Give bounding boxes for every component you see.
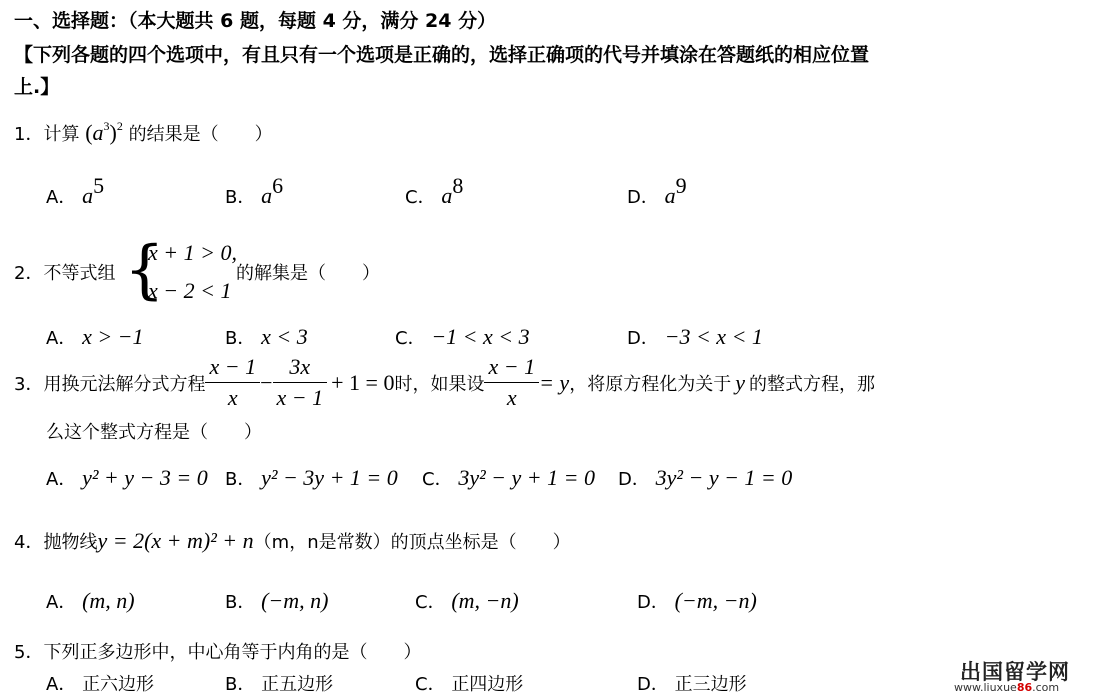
q1-option-a: A． $a^5$ bbox=[46, 173, 105, 208]
q2-lead: 2．不等式组 bbox=[14, 263, 116, 284]
q1-option-b: B． $a^6$ bbox=[225, 173, 284, 208]
q4-expression: y = 2(x + m)² + n bbox=[97, 528, 254, 553]
question-3: 3． 用换元法解分式方程 $\frac{x - 1}{x}$ − $\frac{3x}{x - 1}$ + 1 = 0 时，如果设 $\frac{x - 1}{x}$ = y ，将原方程化为关于 y 的整式方程，那 bbox=[14, 352, 875, 413]
q2-option-c: C． −1 < x < 3 bbox=[395, 324, 530, 349]
q3-option-d: D． 3y² − y − 1 = 0 bbox=[618, 465, 793, 490]
q3-fraction-1: $\frac{x - 1}{x}$ bbox=[205, 352, 260, 413]
q3-option-c: C． 3y² − y + 1 = 0 bbox=[422, 465, 595, 490]
q5-option-a: A． 正六边形 bbox=[46, 674, 155, 695]
q5-option-b: B． 正五边形 bbox=[225, 674, 334, 695]
q5-option-c: C． 正四边形 bbox=[415, 674, 524, 695]
watermark-url: www.liuxue86.com bbox=[954, 681, 1060, 694]
q3-fraction-3: $\frac{x - 1}{x}$ bbox=[484, 352, 539, 413]
q2-option-b: B． x < 3 bbox=[225, 324, 308, 349]
q1-suffix: 的结果是（ ） bbox=[128, 124, 273, 145]
q4-option-b: B． (−m, n) bbox=[225, 588, 329, 613]
q2-line-1: x + 1 > 0, bbox=[148, 240, 237, 265]
q3-option-a: A． y² + y − 3 = 0 bbox=[46, 465, 208, 490]
q2-brace: { bbox=[124, 233, 165, 307]
q1-prefix: 计算 bbox=[43, 124, 80, 145]
q4-option-c: C． (m, −n) bbox=[415, 588, 519, 613]
question-4: 4．抛物线y = 2(x + m)² + n（m，n是常数）的顶点坐标是（ ） bbox=[14, 528, 571, 553]
q3-line-2: 么这个整式方程是（ ） bbox=[46, 422, 262, 443]
q1-option-c: C． $a^8$ bbox=[405, 173, 464, 208]
q2-suffix: 的解集是（ ） bbox=[236, 263, 380, 284]
q4-option-a: A． (m, n) bbox=[46, 588, 135, 613]
section-heading: 一、选择题：（本大题共 6 题，每题 4 分，满分 24 分） bbox=[14, 10, 497, 32]
question-1 bbox=[14, 120, 273, 146]
q2-line-2: x − 2 < 1 bbox=[148, 278, 232, 303]
q2-option-d: D． −3 < x < 1 bbox=[627, 324, 763, 349]
instruction-line-2: 上.】 bbox=[14, 76, 60, 98]
q3-fraction-2: $\frac{3x}{x - 1}$ bbox=[273, 352, 328, 413]
q2-option-a: A． x > −1 bbox=[46, 324, 144, 349]
q3-option-b: B． y² − 3y + 1 = 0 bbox=[225, 465, 398, 490]
q1-number: 1． bbox=[14, 124, 44, 145]
q1-expression: $(a^3)^2$ bbox=[85, 119, 123, 145]
question-5: 5．下列正多边形中，中心角等于内角的是（ ） bbox=[14, 642, 422, 663]
instruction-line-1: 【下列各题的四个选项中，有且只有一个选项是正确的，选择正确项的代号并填涂在答题纸的相应位置 bbox=[14, 44, 870, 66]
q1-option-d: D． $a^9$ bbox=[627, 173, 687, 208]
q4-option-d: D． (−m, −n) bbox=[637, 588, 757, 613]
watermark-logo-text: 出国留学网 bbox=[960, 660, 1070, 684]
q5-option-d: D． 正三边形 bbox=[637, 674, 747, 695]
